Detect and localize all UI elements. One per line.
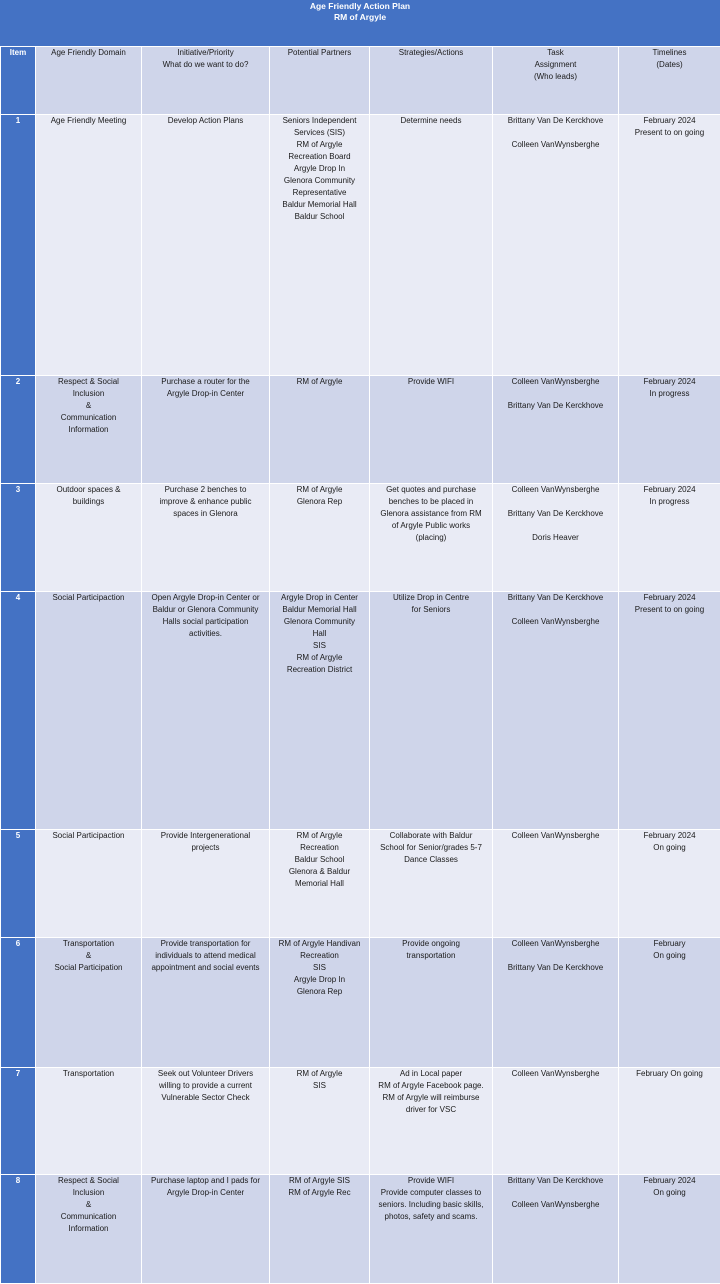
partners-line: RM of Argyle bbox=[273, 1068, 366, 1080]
partners-line: Argyle Drop in Center bbox=[273, 592, 366, 604]
initiative-cell bbox=[142, 938, 270, 1068]
partners-line: Glenora Rep bbox=[273, 496, 366, 508]
partners-line: RM of Argyle bbox=[273, 139, 366, 151]
partners-line: Recreation Board bbox=[273, 151, 366, 163]
timelines-line: February 2024 bbox=[622, 830, 717, 842]
partners-line: Baldur Memorial Hall bbox=[273, 604, 366, 616]
partners-cell bbox=[270, 1175, 370, 1284]
task-line bbox=[496, 1187, 615, 1199]
strategies-cell bbox=[370, 115, 493, 376]
title-line-2: RM of Argyle bbox=[0, 12, 720, 23]
partners-line: Baldur School bbox=[273, 211, 366, 223]
domain-line: Respect & Social bbox=[39, 376, 138, 388]
timelines-cell bbox=[619, 484, 720, 592]
initiative-line: spaces in Glenora bbox=[145, 508, 266, 520]
strategies-line: (placing) bbox=[373, 532, 489, 544]
domain-line: Outdoor spaces & bbox=[39, 484, 138, 496]
task-line: Colleen VanWynsberghe bbox=[496, 938, 615, 950]
task-cell bbox=[493, 115, 619, 376]
domain-line: Inclusion bbox=[39, 1187, 138, 1199]
initiative-cell bbox=[142, 592, 270, 830]
strategies-cell bbox=[370, 1175, 493, 1284]
domain-line: & bbox=[39, 1199, 138, 1211]
initiative-line: Develop Action Plans bbox=[145, 115, 266, 127]
strategies-line: Dance Classes bbox=[373, 854, 489, 866]
domain-line: Social Participaction bbox=[39, 592, 138, 604]
item-number: 2 bbox=[1, 376, 36, 484]
task-line bbox=[496, 127, 615, 139]
action-plan-table bbox=[0, 46, 720, 1284]
partners-line: Memorial Hall bbox=[273, 878, 366, 890]
header-task: Task Assignment (Who leads) bbox=[493, 47, 619, 115]
partners-cell bbox=[270, 376, 370, 484]
timelines-cell bbox=[619, 376, 720, 484]
initiative-line: Seek out Volunteer Drivers bbox=[145, 1068, 266, 1080]
task-line: Brittany Van De Kerckhove bbox=[496, 400, 615, 412]
strategies-line: Glenora assistance from RM bbox=[373, 508, 489, 520]
task-cell bbox=[493, 830, 619, 938]
table-row bbox=[1, 376, 720, 484]
strategies-cell bbox=[370, 938, 493, 1068]
partners-line: SIS bbox=[273, 640, 366, 652]
task-line: Colleen VanWynsberghe bbox=[496, 1068, 615, 1080]
partners-line: Recreation bbox=[273, 842, 366, 854]
partners-line: Baldur School bbox=[273, 854, 366, 866]
initiative-line: individuals to attend medical bbox=[145, 950, 266, 962]
timelines-line: February bbox=[622, 938, 717, 950]
header-strategies: Strategies/Actions bbox=[370, 47, 493, 115]
strategies-line: Ad in Local paper bbox=[373, 1068, 489, 1080]
timelines-line: February 2024 bbox=[622, 592, 717, 604]
task-line: Doris Heaver bbox=[496, 532, 615, 544]
task-cell bbox=[493, 938, 619, 1068]
task-line: Brittany Van De Kerckhove bbox=[496, 508, 615, 520]
partners-line: Glenora Community bbox=[273, 175, 366, 187]
strategies-cell bbox=[370, 376, 493, 484]
domain-line: Social Participation bbox=[39, 962, 138, 974]
strategies-line: Provide ongoing bbox=[373, 938, 489, 950]
initiative-cell bbox=[142, 1175, 270, 1284]
strategies-line: Get quotes and purchase bbox=[373, 484, 489, 496]
domain-cell bbox=[36, 376, 142, 484]
timelines-cell bbox=[619, 830, 720, 938]
domain-cell bbox=[36, 592, 142, 830]
table-row bbox=[1, 484, 720, 592]
item-number: 5 bbox=[1, 830, 36, 938]
strategies-line: RM of Argyle Facebook page. bbox=[373, 1080, 489, 1092]
timelines-line: Present to on going bbox=[622, 604, 717, 616]
timelines-cell bbox=[619, 115, 720, 376]
partners-line: Baldur Memorial Hall bbox=[273, 199, 366, 211]
strategies-line: of Argyle Public works bbox=[373, 520, 489, 532]
partners-line: RM of Argyle bbox=[273, 652, 366, 664]
strategies-line: benches to be placed in bbox=[373, 496, 489, 508]
domain-cell bbox=[36, 1175, 142, 1284]
partners-line: RM of Argyle Handivan bbox=[273, 938, 366, 950]
timelines-line: Present to on going bbox=[622, 127, 717, 139]
domain-line: Inclusion bbox=[39, 388, 138, 400]
initiative-line: improve & enhance public bbox=[145, 496, 266, 508]
domain-line: Respect & Social bbox=[39, 1175, 138, 1187]
strategies-line: transportation bbox=[373, 950, 489, 962]
initiative-cell bbox=[142, 376, 270, 484]
initiative-cell bbox=[142, 484, 270, 592]
document-title bbox=[0, 0, 720, 46]
task-cell bbox=[493, 1068, 619, 1175]
domain-line: buildings bbox=[39, 496, 138, 508]
timelines-line: On going bbox=[622, 1187, 717, 1199]
partners-line: SIS bbox=[273, 962, 366, 974]
table-row bbox=[1, 115, 720, 376]
item-number: 4 bbox=[1, 592, 36, 830]
header-initiative: Initiative/Priority What do we want to do? bbox=[142, 47, 270, 115]
initiative-line: Argyle Drop-in Center bbox=[145, 388, 266, 400]
partners-line: Seniors Independent bbox=[273, 115, 366, 127]
strategies-line: Determine needs bbox=[373, 115, 489, 127]
header-domain: Age Friendly Domain bbox=[36, 47, 142, 115]
partners-line: Glenora Community bbox=[273, 616, 366, 628]
initiative-line: Baldur or Glenora Community bbox=[145, 604, 266, 616]
partners-cell bbox=[270, 592, 370, 830]
timelines-line: February 2024 bbox=[622, 1175, 717, 1187]
strategies-line: seniors. Including basic skills, bbox=[373, 1199, 489, 1211]
header-timelines: Timelines (Dates) bbox=[619, 47, 720, 115]
task-line bbox=[496, 388, 615, 400]
task-line: Colleen VanWynsberghe bbox=[496, 830, 615, 842]
domain-line: Communication bbox=[39, 1211, 138, 1223]
partners-line: RM of Argyle bbox=[273, 484, 366, 496]
table-row bbox=[1, 1175, 720, 1284]
item-number: 3 bbox=[1, 484, 36, 592]
timelines-line: In progress bbox=[622, 388, 717, 400]
timelines-line: February 2024 bbox=[622, 115, 717, 127]
task-line bbox=[496, 496, 615, 508]
partners-line: Recreation District bbox=[273, 664, 366, 676]
task-line: Colleen VanWynsberghe bbox=[496, 484, 615, 496]
task-cell bbox=[493, 376, 619, 484]
task-line bbox=[496, 520, 615, 532]
partners-line: Services (SIS) bbox=[273, 127, 366, 139]
initiative-line: Purchase a router for the bbox=[145, 376, 266, 388]
task-line: Colleen VanWynsberghe bbox=[496, 616, 615, 628]
initiative-line: Purchase 2 benches to bbox=[145, 484, 266, 496]
partners-cell bbox=[270, 1068, 370, 1175]
strategies-line: RM of Argyle will reimburse bbox=[373, 1092, 489, 1104]
timelines-cell bbox=[619, 1068, 720, 1175]
timelines-line: February 2024 bbox=[622, 376, 717, 388]
strategies-line: Utilize Drop in Centre bbox=[373, 592, 489, 604]
initiative-line: activities. bbox=[145, 628, 266, 640]
strategies-line: Provide WIFI bbox=[373, 1175, 489, 1187]
initiative-cell bbox=[142, 830, 270, 938]
domain-line: & bbox=[39, 950, 138, 962]
task-cell bbox=[493, 484, 619, 592]
strategies-cell bbox=[370, 484, 493, 592]
task-line: Colleen VanWynsberghe bbox=[496, 376, 615, 388]
strategies-line: Provide WIFI bbox=[373, 376, 489, 388]
timelines-line: February 2024 bbox=[622, 484, 717, 496]
initiative-cell bbox=[142, 115, 270, 376]
domain-line: Communication bbox=[39, 412, 138, 424]
strategies-cell bbox=[370, 1068, 493, 1175]
task-cell bbox=[493, 1175, 619, 1284]
partners-line: RM of Argyle SIS bbox=[273, 1175, 366, 1187]
timelines-line: February On going bbox=[622, 1068, 717, 1080]
partners-line: Argyle Drop In bbox=[273, 974, 366, 986]
task-line bbox=[496, 604, 615, 616]
task-cell bbox=[493, 592, 619, 830]
task-line: Colleen VanWynsberghe bbox=[496, 139, 615, 151]
item-number: 7 bbox=[1, 1068, 36, 1175]
initiative-line: Purchase laptop and I pads for bbox=[145, 1175, 266, 1187]
strategies-line: Collaborate with Baldur bbox=[373, 830, 489, 842]
table-row bbox=[1, 938, 720, 1068]
partners-line: Argyle Drop In bbox=[273, 163, 366, 175]
item-number: 8 bbox=[1, 1175, 36, 1284]
task-line: Brittany Van De Kerckhove bbox=[496, 115, 615, 127]
domain-line: Social Participaction bbox=[39, 830, 138, 842]
partners-line: Representative bbox=[273, 187, 366, 199]
domain-line: & bbox=[39, 400, 138, 412]
domain-line: Transportation bbox=[39, 1068, 138, 1080]
domain-cell bbox=[36, 115, 142, 376]
partners-line: Recreation bbox=[273, 950, 366, 962]
partners-line: Glenora & Baldur bbox=[273, 866, 366, 878]
timelines-cell bbox=[619, 1175, 720, 1284]
domain-cell bbox=[36, 1068, 142, 1175]
task-line: Colleen VanWynsberghe bbox=[496, 1199, 615, 1211]
domain-cell bbox=[36, 830, 142, 938]
domain-line: Information bbox=[39, 1223, 138, 1235]
initiative-line: willing to provide a current bbox=[145, 1080, 266, 1092]
domain-cell bbox=[36, 484, 142, 592]
strategies-cell bbox=[370, 592, 493, 830]
partners-cell bbox=[270, 830, 370, 938]
initiative-line: Open Argyle Drop-in Center or bbox=[145, 592, 266, 604]
initiative-cell bbox=[142, 1068, 270, 1175]
table-row bbox=[1, 830, 720, 938]
partners-cell bbox=[270, 484, 370, 592]
task-line: Brittany Van De Kerckhove bbox=[496, 1175, 615, 1187]
table-row bbox=[1, 592, 720, 830]
initiative-line: Halls social participation bbox=[145, 616, 266, 628]
strategies-line: for Seniors bbox=[373, 604, 489, 616]
task-line: Brittany Van De Kerckhove bbox=[496, 962, 615, 974]
initiative-line: Vulnerable Sector Check bbox=[145, 1092, 266, 1104]
header-item: Item bbox=[1, 47, 36, 115]
timelines-line: In progress bbox=[622, 496, 717, 508]
timelines-cell bbox=[619, 938, 720, 1068]
item-number: 1 bbox=[1, 115, 36, 376]
header-row bbox=[1, 47, 720, 115]
task-line bbox=[496, 950, 615, 962]
strategies-line: driver for VSC bbox=[373, 1104, 489, 1116]
initiative-line: appointment and social events bbox=[145, 962, 266, 974]
initiative-line: Argyle Drop-in Center bbox=[145, 1187, 266, 1199]
task-line: Brittany Van De Kerckhove bbox=[496, 592, 615, 604]
timelines-cell bbox=[619, 592, 720, 830]
partners-line: RM of Argyle Rec bbox=[273, 1187, 366, 1199]
timelines-line: On going bbox=[622, 950, 717, 962]
domain-line: Age Friendly Meeting bbox=[39, 115, 138, 127]
strategies-line: School for Senior/grades 5-7 bbox=[373, 842, 489, 854]
title-line-1: Age Friendly Action Plan bbox=[0, 1, 720, 12]
partners-cell bbox=[270, 115, 370, 376]
header-partners: Potential Partners bbox=[270, 47, 370, 115]
timelines-line: On going bbox=[622, 842, 717, 854]
strategies-line: Provide computer classes to bbox=[373, 1187, 489, 1199]
initiative-line: projects bbox=[145, 842, 266, 854]
item-number: 6 bbox=[1, 938, 36, 1068]
domain-line: Information bbox=[39, 424, 138, 436]
table-row bbox=[1, 1068, 720, 1175]
strategies-cell bbox=[370, 830, 493, 938]
strategies-line: photos, safety and scams. bbox=[373, 1211, 489, 1223]
partners-line: Glenora Rep bbox=[273, 986, 366, 998]
partners-line: Hall bbox=[273, 628, 366, 640]
initiative-line: Provide transportation for bbox=[145, 938, 266, 950]
domain-line: Transportation bbox=[39, 938, 138, 950]
initiative-line: Provide Intergenerational bbox=[145, 830, 266, 842]
partners-line: RM of Argyle bbox=[273, 376, 366, 388]
domain-cell bbox=[36, 938, 142, 1068]
partners-cell bbox=[270, 938, 370, 1068]
partners-line: RM of Argyle bbox=[273, 830, 366, 842]
partners-line: SIS bbox=[273, 1080, 366, 1092]
